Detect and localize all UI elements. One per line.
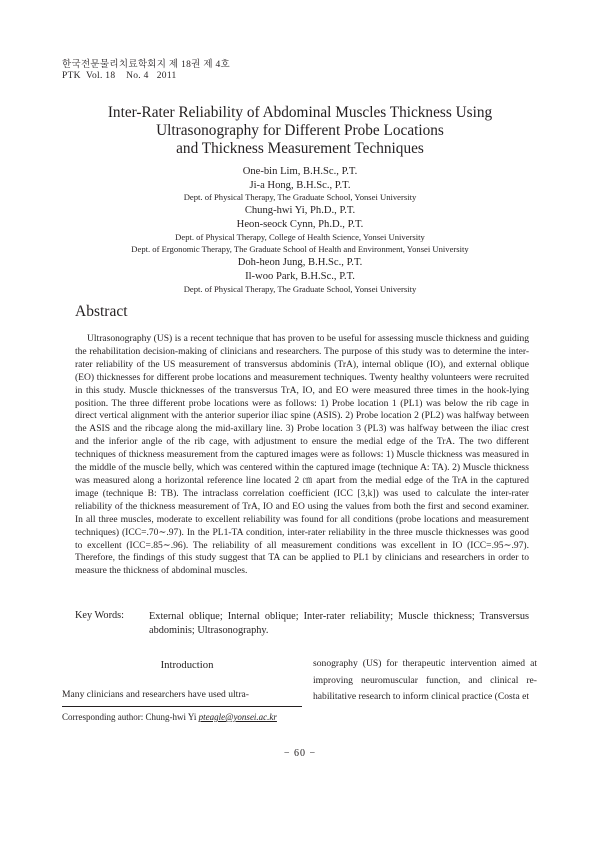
affiliation-4: Dept. of Physical Therapy, The Graduate School, Yonsei University (183, 284, 417, 294)
affiliation-2: Dept. of Physical Therapy, College of Health Science, Yonsei University (175, 232, 425, 242)
footnote (62, 712, 277, 722)
author-6: Il-woo Park, B.H.Sc., P.T. (245, 271, 355, 282)
title-line-3: and Thickness Measurement Techniques (176, 140, 424, 157)
author-5: Doh-heon Jung, B.H.Sc., P.T. (237, 257, 363, 268)
title-line-1: Inter-Rater Reliability of Abdominal Muscles Thickness Using (107, 104, 493, 121)
journal-volume-header: PTK Vol. 18 No. 4 2011 (62, 71, 177, 81)
introduction-right-column: sonography (US) for therapeutic intervention aimed at improving neuromuscular function, and clinical re-habilitative research to inform clinical practice (Costa et (313, 658, 537, 702)
journal-korean-header: 한국전문물리치료학회지 제 18권 제 4호 (62, 60, 231, 70)
footnote-label: Corresponding author: Chung-hwi Yi (62, 712, 197, 722)
author-4: Heon-seock Cynn, Ph.D., P.T. (236, 219, 364, 230)
keywords-text: External oblique; Internal oblique; Inter-rater reliability; Muscle thickness; Transversus abdominis; Ultrasonography. (149, 611, 529, 636)
introduction-left-column: Many clinicians and researchers have used ultra- (62, 689, 249, 700)
affiliation-3: Dept. of Ergonomic Therapy, The Graduate School of Health and Environment, Yonsei University (131, 244, 469, 254)
affiliation-1: Dept. of Physical Therapy, The Graduate School, Yonsei University (183, 192, 417, 202)
author-2: Ji-a Hong, B.H.Sc., P.T. (249, 180, 351, 191)
title-line-2: Ultrasonography for Different Probe Locations (156, 122, 444, 139)
author-3: Chung-hwi Yi, Ph.D., P.T. (244, 205, 356, 216)
footnote-email-link[interactable]: pteagle@yonsei.ac.kr (198, 712, 277, 722)
abstract-body: Ultrasonography (US) is a recent technique that has proven to be useful for assessing muscle thickness and guiding the rehabilitation decision-making of clinicians and researchers. The purpose of this study was to determine the inter-rater reliability of the US measurement of transversus abdominis (TrA), internal oblique (IO), and external oblique (EO) thicknesses for different probe locations and measurement techniques. Twenty healthy volunteers were recruited in this study. Muscle thicknesses of the transversus TrA, IO, and EO were measured three times in the hook-lying position. The three different probe locations were as follows: 1) Probe location 1 (PL1) was below the rib cage in direct vertical alignment with the anterior superior iliac spine (ASIS). 2) Probe location 2 (PL2) was halfway between the ASIS and the ribcage along the mid-axillary line. 3) Probe location 3 (PL3) was halfway between the iliac crest and the inferior angle of the rib cage, with adjustment to ensure the medial edge of the TrA. The two different techniques of thickness measurement from the captured images were as follows: 1) Muscle thickness was measured in the middle of the muscle belly, which was centered within the captured image (technique A: TA). 2) Muscle thickness was measured along a horizontal reference line located 2 ㎝ apart from the medial edge of the TrA in the captured image (technique B: TB). The intraclass correlation coefficient (ICC [3,k]) was used to calculate the inter-rater reliability of the thickness measurement of TrA, IO and EO using the values from both the first and second examiner. In all three muscles, moderate to excellent reliability was found for all conditions (probe locations and measurement techniques) (ICC=.70∼.97). In the PL1-TA condition, inter-rater reliability in the three muscle thicknesses was good to excellent (ICC=.85∼.96). The reliability of all measurement conditions was excellent in IO (ICC=.95∼.97). Therefore, the findings of this study suggest that TA can be applied to PL1 by clinicians and researchers in order to measure the thickness of abdominal muscles. (75, 333, 529, 577)
author-1: One-bin Lim, B.H.Sc., P.T. (242, 166, 358, 177)
abstract-heading: Abstract (75, 303, 128, 320)
footnote-divider (62, 706, 302, 707)
page-number: − 60 − (283, 748, 317, 759)
introduction-heading: Introduction (160, 659, 214, 671)
keywords-label: Key Words: (75, 610, 125, 621)
